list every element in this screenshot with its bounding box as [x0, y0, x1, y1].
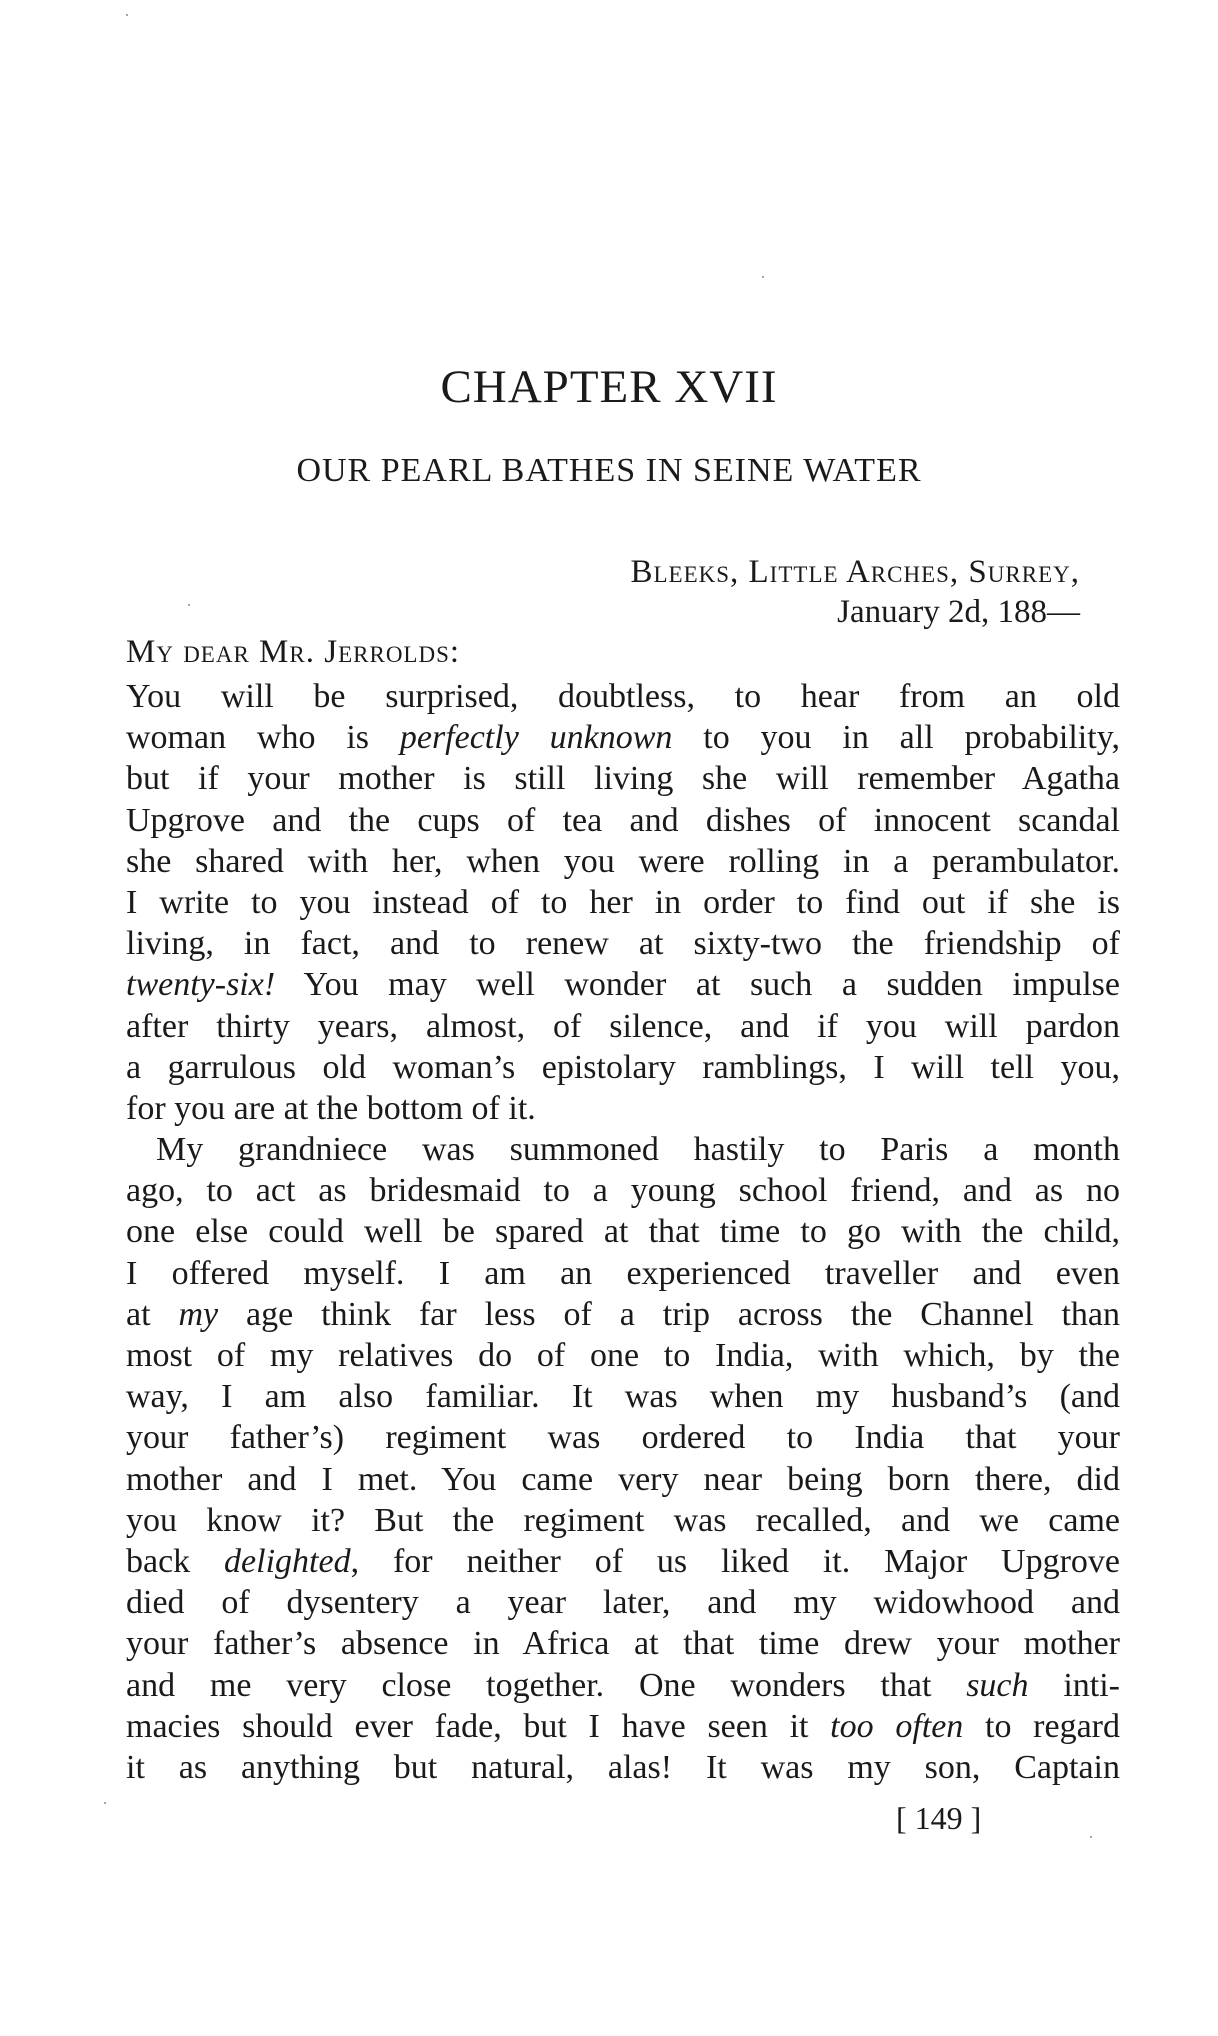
text-line: [126, 1417, 1120, 1458]
letter-salutation: My dear Mr. Jerrolds:: [126, 634, 461, 670]
text-segment: but if your mother is still living she will remember Agatha: [126, 760, 1120, 798]
text-line: [126, 1665, 1120, 1706]
text-segment: for you are at the bottom of it.: [126, 1089, 536, 1127]
text-line: [126, 1006, 1120, 1047]
italic-text: twenty-six!: [126, 966, 276, 1004]
chapter-subtitle: OUR PEARL BATHES IN SEINE WATER: [296, 452, 922, 489]
text-line: [126, 1253, 1120, 1294]
text-line: [126, 1170, 1120, 1211]
text-segment: she shared with her, when you were rolling in a perambulator.: [126, 842, 1120, 880]
text-line: [126, 964, 1120, 1005]
text-line: [126, 1129, 1120, 1170]
italic-text: such: [966, 1666, 1029, 1704]
text-line: [126, 1541, 1120, 1582]
italic-text: my: [178, 1295, 219, 1333]
paper-speck: [104, 1802, 106, 1804]
text-line: [126, 882, 1120, 923]
paper-speck: [1090, 1836, 1092, 1838]
letter-date: January 2d, 188—: [837, 594, 1080, 630]
text-line: [126, 1459, 1120, 1500]
text-line: [126, 676, 1120, 717]
text-segment: your father’s absence in Africa at that time drew your mother: [126, 1625, 1120, 1663]
text-segment: Upgrove and the cups of tea and dishes of innocent scandal: [126, 801, 1120, 839]
italic-text: perfectly unknown: [399, 719, 673, 757]
text-segment: to you in all probability,: [672, 719, 1120, 757]
text-segment: living, in fact, and to renew at sixty-two the friendship of: [126, 925, 1120, 963]
text-line: [126, 1706, 1120, 1747]
text-segment: you know it? But the regiment was recalled, and we came: [126, 1501, 1120, 1539]
text-line: [126, 1582, 1120, 1623]
text-segment: most of my relatives do of one to India, with which, by the: [126, 1337, 1120, 1374]
text-line: [126, 923, 1120, 964]
letter-body: [126, 676, 1120, 1788]
text-segment: to regard: [963, 1707, 1120, 1745]
text-segment: way, I am also familiar. It was when my husband’s (and: [126, 1378, 1120, 1416]
text-segment: I write to you instead of to her in order to find out if she is: [126, 883, 1120, 921]
text-segment: ago, to act as bridesmaid to a young school friend, and as no: [126, 1172, 1120, 1210]
text-segment: back: [126, 1542, 225, 1580]
text-segment: age think far less of a trip across the Channel than: [218, 1295, 1120, 1333]
paper-speck: [188, 604, 190, 606]
paper-speck: [126, 14, 128, 16]
text-segment: a garrulous old woman’s epistolary ramblings, I will tell you,: [126, 1048, 1120, 1086]
text-segment: You may well wonder at such a sudden impulse: [275, 966, 1120, 1004]
text-segment: and me very close together. One wonders that: [126, 1666, 967, 1704]
text-line: [126, 1623, 1120, 1664]
text-segment: woman who is: [126, 719, 400, 757]
chapter-title: CHAPTER XVII: [440, 361, 778, 413]
text-line: [126, 1747, 1120, 1788]
paper-speck: [762, 276, 764, 278]
text-segment: at: [126, 1295, 179, 1333]
text-segment: one else could well be spared at that time to go with the child,: [126, 1213, 1120, 1251]
text-segment: I offered myself. I am an experienced traveller and even: [126, 1254, 1120, 1292]
text-segment: died of dysentery a year later, and my widowhood and: [126, 1584, 1120, 1622]
text-segment: inti-: [1028, 1666, 1120, 1704]
text-line: [126, 1047, 1120, 1088]
text-line: [126, 758, 1120, 799]
text-segment: My grandniece was summoned hastily to Paris a month: [156, 1131, 1120, 1169]
text-line: [126, 1211, 1120, 1252]
text-segment: mother and I met. You came very near being born there, did: [126, 1460, 1120, 1498]
text-line: [126, 1500, 1120, 1541]
text-segment: , for neither of us liked it. Major Upgrove: [350, 1542, 1120, 1580]
text-segment: macies should ever fade, but I have seen it: [126, 1707, 831, 1745]
italic-text: too often: [830, 1707, 964, 1745]
text-line: [126, 1294, 1120, 1335]
text-segment: it as anything but natural, alas! It was my son, Captain: [126, 1748, 1120, 1786]
letter-address: Bleeks, Little Arches, Surrey,: [630, 554, 1080, 590]
text-segment: after thirty years, almost, of silence, and if you will pardon: [126, 1007, 1120, 1045]
text-line: [126, 1088, 1120, 1129]
text-line: [126, 841, 1120, 882]
text-line: [126, 1376, 1120, 1417]
text-segment: You will be surprised, doubtless, to hear from an old: [126, 678, 1120, 715]
text-line: [126, 717, 1120, 758]
text-line: [126, 800, 1120, 841]
text-segment: your father’s) regiment was ordered to India that your: [126, 1419, 1120, 1457]
page-number: [ 149 ]: [896, 1800, 982, 1836]
italic-text: delighted: [224, 1542, 351, 1580]
text-line: [126, 1335, 1120, 1376]
